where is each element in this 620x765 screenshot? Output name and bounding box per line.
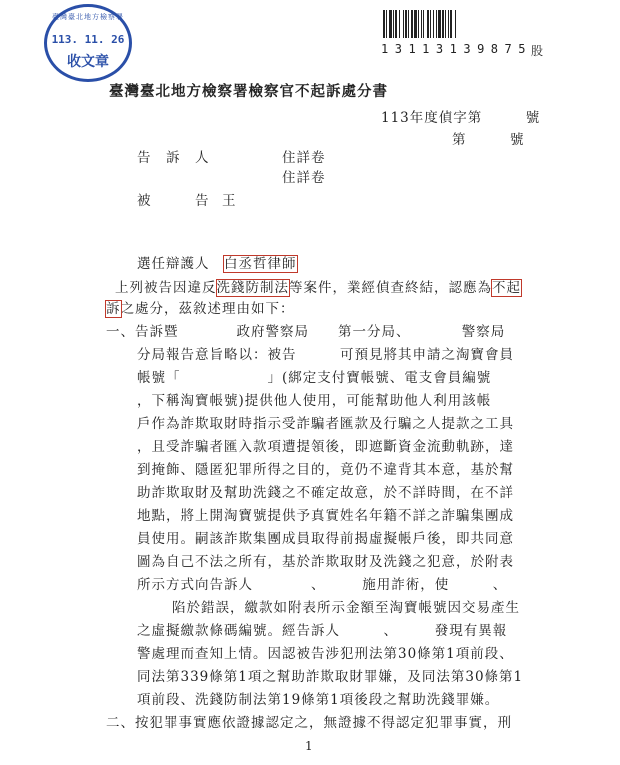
section-1-line-12: 所示方式向告訴人 、 施用詐術，使 、 — [137, 577, 508, 593]
case-number-line1: 113年度偵字第 號 — [381, 110, 541, 126]
section-1-line-3: 帳號「 」(綁定支付寶帳號、電支會員編號 — [137, 370, 492, 386]
section-1-line-1: 一、告訴暨 政府警察局 第一分局、 警察局 — [106, 324, 506, 340]
highlight-law: 洗錢防制法 — [216, 280, 289, 296]
highlight-not-prosecute-2: 訴 — [106, 301, 121, 317]
section-1-line-10: 員使用。嗣該詐欺集團成員取得前揭虛擬帳戶後，即共同意 — [137, 531, 514, 547]
counsel-label: 選任辯護人 — [137, 256, 210, 272]
section-2-line-1: 二、按犯罪事實應依證據認定之，無證據不得認定犯罪事實，刑 — [106, 715, 512, 731]
barcode-number: 13113139875 — [381, 42, 532, 56]
section-1-line-4: ，下稱淘寶帳號)提供他人使用，可能幫助他人利用該帳 — [137, 393, 492, 409]
intro-line-1: 上列被告因違反洗錢防制法等案件，業經偵查終結，認應為不起 — [115, 280, 521, 296]
document-title: 臺灣臺北地方檢察署檢察官不起訴處分書 — [109, 83, 388, 100]
section-1-line-5: 戶作為詐欺取財時指示受詐騙者匯款及行騙之人提款之工具 — [137, 416, 514, 432]
stamp-date: 113. 11. 26 — [51, 33, 125, 46]
section-1-line-15: 警處理而查知上情。因認被告涉犯刑法第30條第1項前段、 — [137, 646, 514, 662]
complainant-address-2: 住詳卷 — [282, 170, 326, 186]
counsel-name: 白丞哲律師 — [224, 256, 297, 272]
complainant-address-1: 住詳卷 — [282, 150, 326, 166]
barcode-image — [383, 10, 506, 38]
section-1-line-2: 分局報告意旨略以：被告 可預見將其申請之淘寶會員 — [137, 347, 514, 363]
section-1-line-9: 地點，將上開淘寶號提供予真實姓名年籍不詳之詐騙集團成 — [137, 508, 514, 524]
highlight-not-prosecute-1: 不起 — [492, 280, 521, 296]
section-1-line-8: 助詐欺取財及幫助洗錢之不確定故意，於不詳時間，在不詳 — [137, 485, 514, 501]
stamp-ring-text: 臺灣臺北地方檢察署 — [52, 13, 124, 21]
defendant-name: 王 — [222, 193, 237, 209]
section-1-line-6: ，且受詐騙者匯入款項遭提領後，即遮斷資金流動軌跡，達 — [137, 439, 514, 455]
stamp-label: 收文章 — [67, 54, 109, 70]
barcode-suffix: 股 — [531, 44, 544, 58]
page-number: 1 — [305, 739, 313, 753]
section-1-line-16: 同法第339條第1項之幫助詐欺取財罪嫌，及同法第30條第1 — [137, 669, 524, 685]
complainant-label: 告 訴 人 — [137, 150, 210, 166]
section-1-line-7: 到掩飾、隱匿犯罪所得之目的，竟仍不違背其本意，基於幫 — [137, 462, 514, 478]
defendant-label: 被 告 — [137, 193, 210, 209]
received-stamp — [44, 4, 132, 82]
intro-line-2: 訴之處分，茲敘述理由如下： — [106, 301, 295, 317]
section-1-line-14: 之虛擬繳款條碼編號。經告訴人 、 發現有異報 — [137, 623, 508, 639]
section-1-line-13: 陷於錯誤，繳款如附表所示金額至淘寶帳號因交易產生 — [172, 600, 520, 616]
section-1-line-11: 圖為自己不法之所有，基於詐欺取財及洗錢之犯意，於附表 — [137, 554, 514, 570]
case-number-line2: 第 號 — [452, 132, 525, 148]
section-1-line-17: 項前段、洗錢防制法第19條第1項後段之幫助洗錢罪嫌。 — [137, 692, 500, 708]
